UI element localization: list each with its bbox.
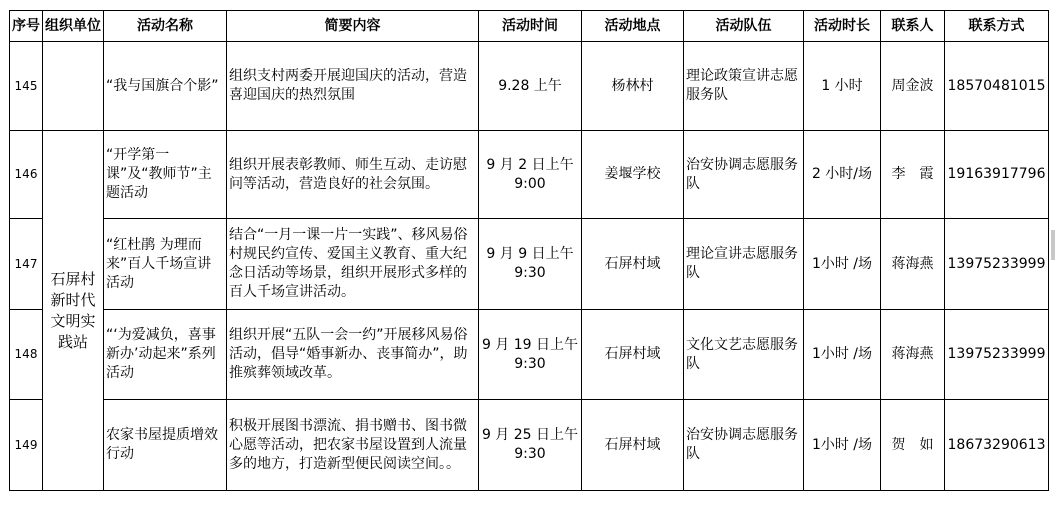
- cell-no: 147: [10, 219, 43, 310]
- cell-duration: 1小时 /场: [804, 310, 881, 400]
- cell-time: 9 月 9 日上午 9:30: [479, 219, 582, 310]
- header-name: 活动名称: [104, 11, 227, 42]
- header-content: 简要内容: [227, 11, 479, 42]
- activity-table: [9, 10, 1049, 491]
- cell-time: 9 月 2 日上午 9:00: [479, 131, 582, 219]
- cell-place: 姜堰学校: [582, 131, 684, 219]
- table-row: [10, 219, 1049, 310]
- cell-team: 治安协调志愿服务队: [684, 131, 804, 219]
- cell-phone: 13975233999: [945, 219, 1049, 310]
- cell-content: 组织开展“五队一会一约”开展移风易俗活动，倡导“婚事新办、丧事简办”，助推殡葬领域改革。: [227, 310, 479, 400]
- header-duration: 活动时长: [804, 11, 881, 42]
- scrollbar-thumb[interactable]: [1051, 230, 1055, 260]
- cell-name: “‘为爱减负，喜事新办’动起来”系列活动: [104, 310, 227, 400]
- cell-phone: 18673290613: [945, 400, 1049, 491]
- cell-no: 146: [10, 131, 43, 219]
- cell-org-empty: [43, 42, 104, 131]
- cell-contact: 贺 如: [881, 400, 945, 491]
- cell-name: “红杜鹃 为理而来”百人千场宣讲活动: [104, 219, 227, 310]
- cell-place: 石屏村域: [582, 219, 684, 310]
- cell-contact: 蒋海燕: [881, 310, 945, 400]
- cell-no: 148: [10, 310, 43, 400]
- cell-time: 9.28 上午: [479, 42, 582, 131]
- cell-time: 9 月 19 日上午 9:30: [479, 310, 582, 400]
- cell-contact: 周金波: [881, 42, 945, 131]
- cell-duration: 1小时 /场: [804, 219, 881, 310]
- cell-place: 杨林村: [582, 42, 684, 131]
- table-row: [10, 400, 1049, 491]
- cell-team: 理论宣讲志愿服务队: [684, 219, 804, 310]
- table-row: [10, 310, 1049, 400]
- cell-contact: 李 霞: [881, 131, 945, 219]
- cell-duration: 2 小时/场: [804, 131, 881, 219]
- cell-team: 文化文艺志愿服务队: [684, 310, 804, 400]
- cell-phone: 18570481015: [945, 42, 1049, 131]
- header-row: [10, 11, 1049, 42]
- header-time: 活动时间: [479, 11, 582, 42]
- header-contact: 联系人: [881, 11, 945, 42]
- header-phone: 联系方式: [945, 11, 1049, 42]
- cell-content: 组织开展表彰教师、师生互动、走访慰问等活动，营造良好的社会氛围。: [227, 131, 479, 219]
- cell-place: 石屏村域: [582, 310, 684, 400]
- cell-name: “开学第一课”及“教师节”主题活动: [104, 131, 227, 219]
- cell-name: 农家书屋提质增效行动: [104, 400, 227, 491]
- header-org: 组织单位: [43, 11, 104, 42]
- cell-name: “我与国旗合个影”: [104, 42, 227, 131]
- cell-content: 结合“一月一课一片一实践”、移风易俗村规民约宣传、爱国主义教育、重大纪念日活动等场景，组织开展形式多样的百人千场宣讲活动。: [227, 219, 479, 310]
- cell-phone: 13975233999: [945, 310, 1049, 400]
- table-row: [10, 131, 1049, 219]
- header-team: 活动队伍: [684, 11, 804, 42]
- cell-team: 理论政策宣讲志愿服务队: [684, 42, 804, 131]
- header-no: 序号: [10, 11, 43, 42]
- cell-team: 治安协调志愿服务队: [684, 400, 804, 491]
- table-row: [10, 42, 1049, 131]
- cell-phone: 19163917796: [945, 131, 1049, 219]
- cell-time: 9 月 25 日上午 9:30: [479, 400, 582, 491]
- header-place: 活动地点: [582, 11, 684, 42]
- cell-content: 积极开展图书漂流、捐书赠书、图书微心愿等活动，把农家书屋设置到人流量多的地方，打造新型便民阅读空间。。: [227, 400, 479, 491]
- cell-place: 石屏村域: [582, 400, 684, 491]
- cell-no: 145: [10, 42, 43, 131]
- cell-duration: 1 小时: [804, 42, 881, 131]
- cell-org: 石屏村新时代文明实践站: [43, 131, 104, 491]
- cell-content: 组织支村两委开展迎国庆的活动，营造喜迎国庆的热烈氛围: [227, 42, 479, 131]
- cell-contact: 蒋海燕: [881, 219, 945, 310]
- cell-duration: 1小时 /场: [804, 400, 881, 491]
- cell-no: 149: [10, 400, 43, 491]
